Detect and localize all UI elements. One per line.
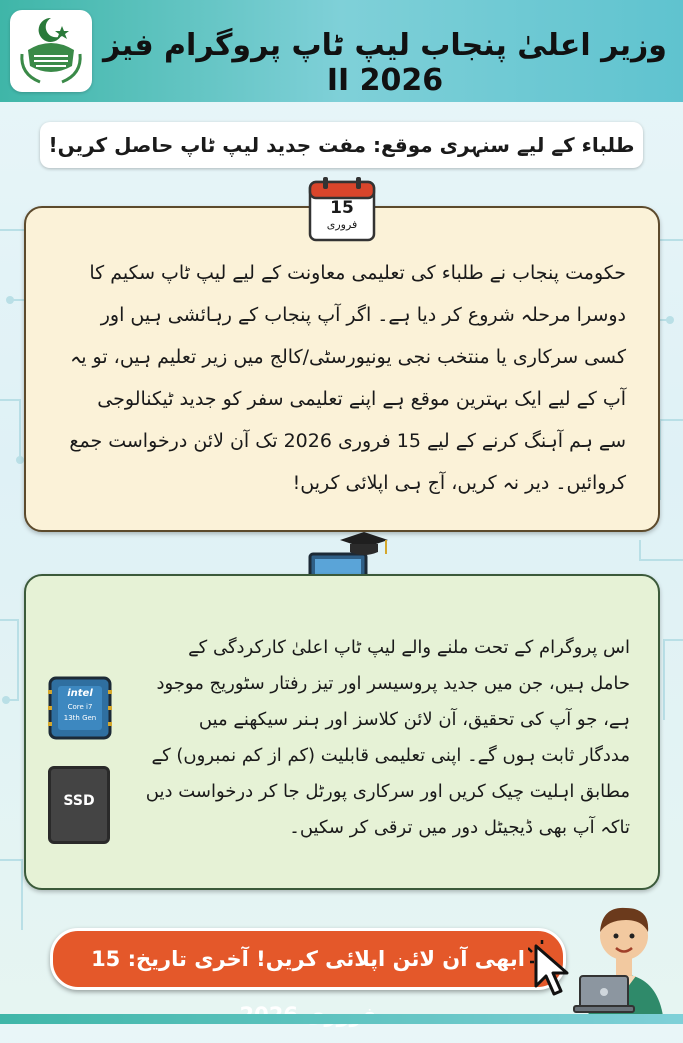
apply-online-button[interactable]: ابھی آن لائن اپلائی کریں! آخری تاریخ: 15: [50, 928, 566, 990]
info-box: [24, 206, 660, 532]
ssd-label: SSD: [63, 793, 95, 809]
student-with-laptop-illustration: [568, 892, 683, 1024]
calendar-day: 15: [330, 198, 354, 218]
info-text: حکومت پنجاب نے طلباء کی تعلیمی معاونت کے لیے لیپ ٹاپ سکیم کا دوسرا مرحلہ شروع کر دیا ہے۔ اگر آپ پنجاب کے رہائشی ہیں اور کسی سرکاری یا منتخب نجی یونیورسٹی/کالج میں زیر تعلیم ہیں، تو یہ آپ کے لیے ایک بہترین موقع ہے اپنے تعلیمی سفر کو جدید ٹیکنالوجی سے ہم آہنگ کرنے کے لیے 15 فروری 2026 تک آن لائن درخواست جمع کروائیں۔ دیر نہ کریں، آج ہی اپلائی کریں!: [69, 262, 626, 494]
specs-box: [24, 574, 660, 890]
ssd-icon: [48, 766, 110, 844]
subtitle-banner: طلباء کے لیے سنہری موقع: مفت جدید لیپ ٹاپ حاصل کریں!: [40, 122, 643, 168]
punjab-government-logo-icon: [10, 10, 92, 92]
bottom-accent-bar: [0, 1014, 683, 1024]
calendar-icon: [307, 176, 377, 242]
calendar-month: فروری: [326, 218, 358, 231]
header-banner: [0, 0, 683, 102]
chip-generation: 13th Gen: [63, 714, 97, 722]
chip-brand: intel: [67, 688, 93, 699]
specs-text: اس پروگرام کے تحت ملنے والے لیپ ٹاپ اعلیٰ کارکردگی کے حامل ہیں، جن میں جدید پروسیسر اور تیز رفتار سٹوریج موجود ہے، جو آپ کی تحقیق، آن لائن کلاسز اور ہنر سیکھنے میں مددگار ثابت ہوں گے۔ اپنی تعلیمی قابلیت (کم از کم نمبروں) کے مطابق اہلیت چیک کریں اور سرکاری پورٹل جا کر درخواست دیں تاکہ آپ بھی ڈیجیٹل دور میں ترقی کر سکیں۔: [145, 637, 630, 838]
page-title: وزیر اعلیٰ پنجاب لیپ ٹاپ پروگرام فیز II 2026: [103, 28, 667, 98]
chip-model: Core i7: [67, 703, 93, 711]
